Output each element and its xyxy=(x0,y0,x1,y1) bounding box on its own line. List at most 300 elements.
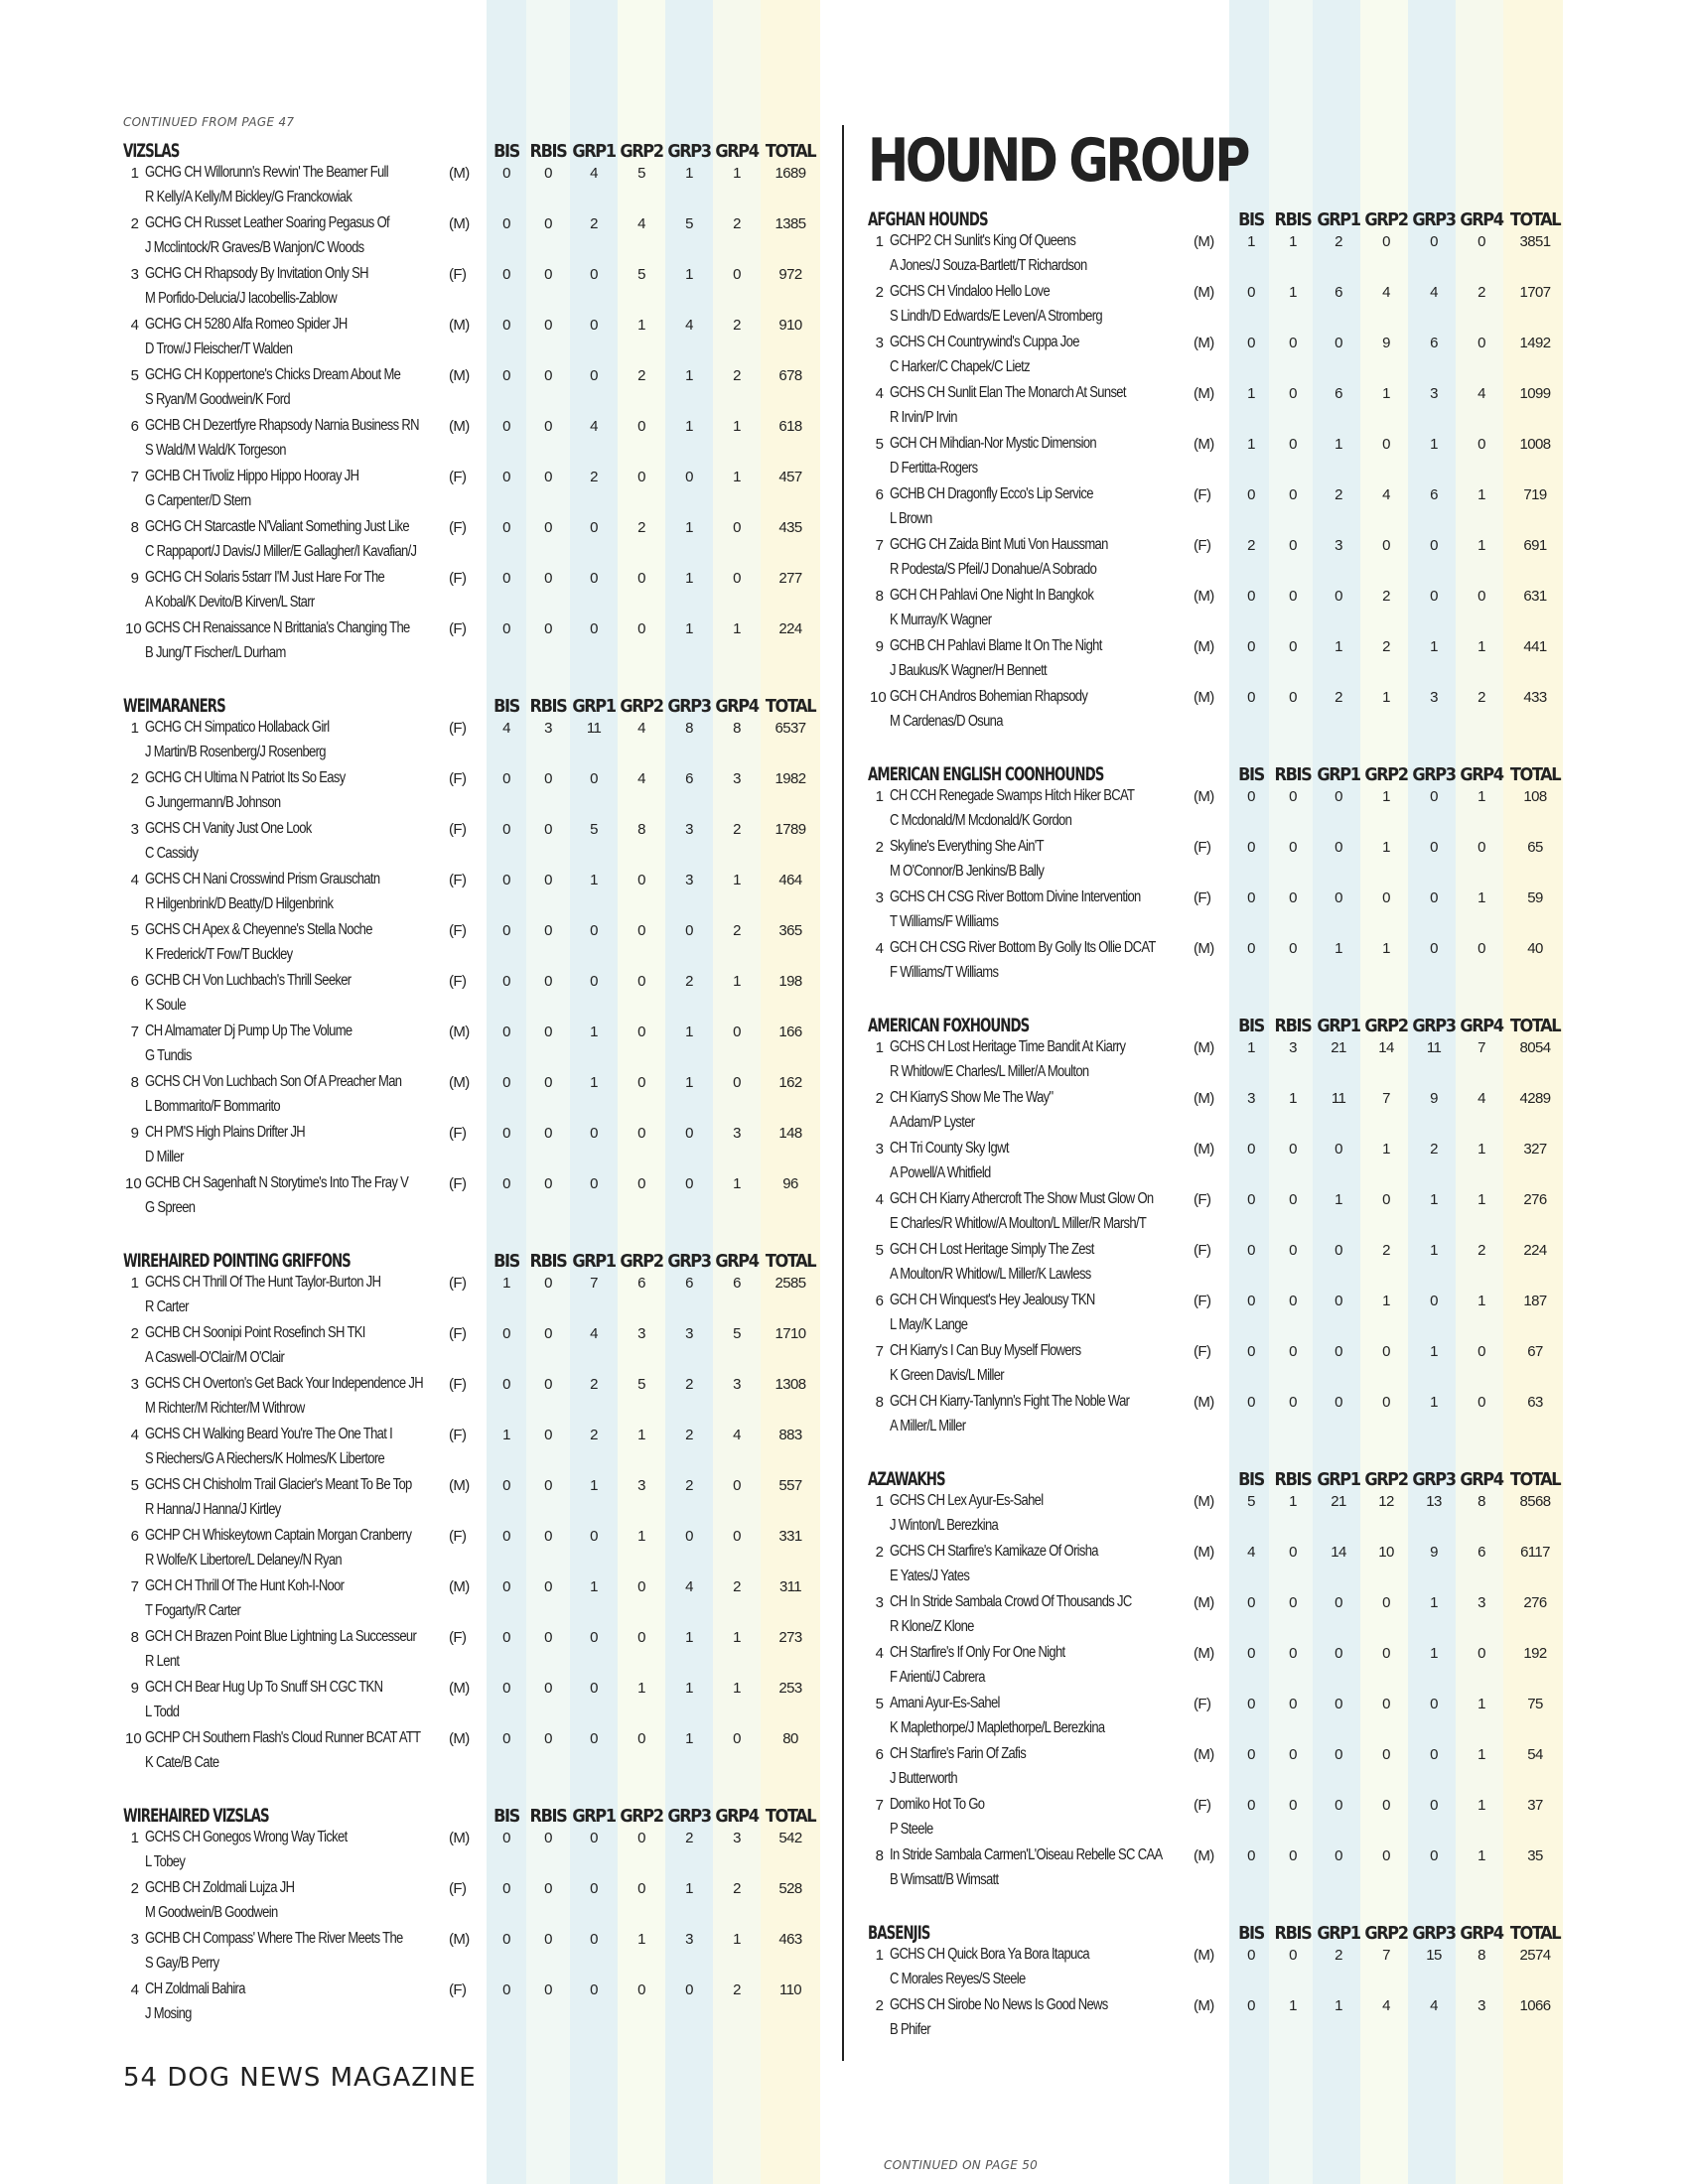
owner-names: J Mosing xyxy=(145,2005,192,2022)
rank-number: 9 xyxy=(875,638,884,655)
rank-number: 10 xyxy=(870,689,887,706)
ranking-row xyxy=(868,1591,1573,1642)
stat-total: 1689 xyxy=(774,165,806,182)
sex-label: (M) xyxy=(1194,436,1214,453)
rank-number: 4 xyxy=(875,1191,884,1208)
stat-grp1: 0 xyxy=(590,1981,598,1998)
stat-grp1: 0 xyxy=(1335,1797,1342,1814)
stat-grp4: 1 xyxy=(733,469,741,485)
stat-rbis: 0 xyxy=(1289,335,1297,351)
stat-grp4: 0 xyxy=(733,1477,741,1494)
stat-rbis: 0 xyxy=(544,1931,552,1948)
dog-name: GCHS CH Quick Bora Ya Bora Itapuca xyxy=(890,1946,1090,1963)
column-header-grp2: GRP2 xyxy=(1364,1923,1408,1944)
sex-label: (M) xyxy=(449,1024,470,1040)
stat-total: 910 xyxy=(778,317,802,334)
stat-total: 2574 xyxy=(1519,1947,1551,1964)
stat-bis: 3 xyxy=(1247,1090,1255,1107)
ranking-row xyxy=(123,1979,818,2029)
stat-total: 96 xyxy=(782,1175,798,1192)
sex-label: (M) xyxy=(1194,1394,1214,1411)
stat-grp2: 2 xyxy=(1382,1242,1390,1259)
sex-label: (M) xyxy=(1194,638,1214,655)
dog-name: GCHS CH Gonegos Wrong Way Ticket xyxy=(145,1829,348,1845)
stat-bis: 0 xyxy=(502,1175,510,1192)
breed-name: AZAWAKHS xyxy=(868,1468,945,1490)
sex-label: (F) xyxy=(449,266,467,283)
stat-grp3: 1 xyxy=(1430,1242,1438,1259)
column-header-grp1: GRP1 xyxy=(572,696,616,717)
stat-total: 1308 xyxy=(774,1376,806,1393)
stat-bis: 0 xyxy=(1247,1293,1255,1309)
ranking-row xyxy=(123,767,818,818)
stat-bis: 0 xyxy=(502,1477,510,1494)
column-header-total: TOTAL xyxy=(1509,1016,1561,1036)
stat-grp4: 1 xyxy=(1477,1696,1485,1712)
column-header-rbis: RBIS xyxy=(1274,209,1312,230)
dog-name: GCHG CH Rhapsody By Invitation Only SH xyxy=(145,265,368,282)
stat-grp2: 1 xyxy=(637,1528,645,1545)
rank-number: 5 xyxy=(875,436,884,453)
column-header-grp4: GRP4 xyxy=(715,696,759,717)
stat-grp4: 8 xyxy=(1477,1947,1485,1964)
ranking-row xyxy=(868,1693,1573,1743)
stat-grp4: 2 xyxy=(733,215,741,232)
stat-bis: 0 xyxy=(502,1376,510,1393)
stat-bis: 0 xyxy=(502,215,510,232)
stat-grp2: 1 xyxy=(1382,1141,1390,1158)
rank-number: 2 xyxy=(875,839,884,856)
column-header-total: TOTAL xyxy=(765,696,816,717)
stat-grp2: 14 xyxy=(1378,1039,1394,1056)
stat-grp1: 0 xyxy=(1335,1394,1342,1411)
sex-label: (F) xyxy=(449,821,467,838)
dog-name: GCHS CH Lost Heritage Time Bandit At Kiarry xyxy=(890,1038,1126,1055)
sex-label: (F) xyxy=(449,1528,467,1545)
column-header-bis: BIS xyxy=(1238,764,1264,785)
stat-grp1: 0 xyxy=(590,367,598,384)
sex-label: (M) xyxy=(449,317,470,334)
stat-grp3: 2 xyxy=(685,1427,693,1443)
rank-number: 6 xyxy=(130,1528,139,1545)
owner-names: R Wolfe/K Libertore/L Delaney/N Ryan xyxy=(145,1552,342,1569)
column-divider xyxy=(842,125,844,2061)
stat-rbis: 0 xyxy=(544,215,552,232)
sex-label: (F) xyxy=(449,1325,467,1342)
sex-label: (M) xyxy=(1194,788,1214,805)
rank-number: 7 xyxy=(130,1578,139,1595)
owner-names: F Arienti/J Cabrera xyxy=(890,1669,985,1686)
owner-names: K Frederick/T Fow/T Buckley xyxy=(145,946,293,963)
breed-section xyxy=(868,205,1573,737)
ranking-row xyxy=(868,836,1573,887)
dog-name: GCH CH Mihdian-Nor Mystic Dimension xyxy=(890,435,1097,452)
ranking-row xyxy=(123,1525,818,1575)
column-header-grp2: GRP2 xyxy=(1364,1016,1408,1036)
sex-label: (M) xyxy=(1194,233,1214,250)
dog-name: CH In Stride Sambala Crowd Of Thousands JC xyxy=(890,1593,1132,1610)
stat-grp4: 1 xyxy=(1477,889,1485,906)
stat-grp2: 0 xyxy=(1382,1847,1390,1864)
sex-label: (M) xyxy=(449,367,470,384)
stat-grp2: 0 xyxy=(1382,1645,1390,1662)
stat-total: 108 xyxy=(1523,788,1547,805)
stat-bis: 1 xyxy=(1247,233,1255,250)
column-header-grp3: GRP3 xyxy=(667,696,711,717)
stat-grp3: 5 xyxy=(685,215,693,232)
stat-grp3: 1 xyxy=(1430,1343,1438,1360)
owner-names: C Harker/C Chapek/C Lietz xyxy=(890,358,1030,375)
ranking-row xyxy=(868,1036,1573,1087)
dog-name: GCH CH Winquest's Hey Jealousy TKN xyxy=(890,1292,1095,1308)
stat-bis: 0 xyxy=(1247,1696,1255,1712)
ranking-row xyxy=(868,1994,1573,2045)
stat-grp3: 6 xyxy=(1430,486,1438,503)
stat-grp4: 1 xyxy=(733,165,741,182)
owner-names: C Morales Reyes/S Steele xyxy=(890,1971,1026,1987)
ranking-row xyxy=(868,1188,1573,1239)
dog-name: GCHB CH Tivoliz Hippo Hippo Hooray JH xyxy=(145,468,359,484)
owner-names: K Cate/B Cate xyxy=(145,1754,219,1771)
stat-bis: 0 xyxy=(502,1125,510,1142)
column-header-grp3: GRP3 xyxy=(1412,764,1456,785)
dog-name: CH Almamater Dj Pump Up The Volume xyxy=(145,1023,352,1039)
sex-label: (M) xyxy=(449,418,470,435)
stat-rbis: 0 xyxy=(544,1275,552,1292)
stat-grp1: 5 xyxy=(590,821,598,838)
stat-grp2: 0 xyxy=(637,1578,645,1595)
right-column xyxy=(868,126,1573,2045)
stat-bis: 0 xyxy=(1247,1394,1255,1411)
stat-grp3: 0 xyxy=(1430,839,1438,856)
stat-bis: 0 xyxy=(1247,1594,1255,1611)
stat-grp3: 1 xyxy=(685,1629,693,1646)
owner-names: G Tundis xyxy=(145,1047,192,1064)
column-header-grp2: GRP2 xyxy=(1364,209,1408,230)
ranking-row xyxy=(868,230,1573,281)
sex-label: (F) xyxy=(1194,1293,1211,1309)
stat-total: 331 xyxy=(778,1528,802,1545)
stat-rbis: 0 xyxy=(1289,1797,1297,1814)
rank-number: 2 xyxy=(875,284,884,301)
rank-number: 6 xyxy=(875,1746,884,1763)
stat-grp4: 2 xyxy=(733,317,741,334)
owner-names: S Gay/B Perry xyxy=(145,1955,219,1972)
dog-name: GCHG CH Willorunn's Revvin' The Beamer Full xyxy=(145,164,388,181)
ranking-row xyxy=(868,1340,1573,1391)
stat-rbis: 0 xyxy=(1289,1746,1297,1763)
stat-grp1: 1 xyxy=(590,1074,598,1091)
stat-grp3: 0 xyxy=(1430,940,1438,957)
stat-grp1: 0 xyxy=(1335,1242,1342,1259)
sex-label: (M) xyxy=(1194,1594,1214,1611)
column-header-bis: BIS xyxy=(1238,1016,1264,1036)
ranking-row xyxy=(123,1626,818,1677)
dog-name: Amani Ayur-Es-Sahel xyxy=(890,1695,1000,1711)
rank-number: 6 xyxy=(130,418,139,435)
stat-total: 883 xyxy=(778,1427,802,1443)
stat-bis: 1 xyxy=(502,1275,510,1292)
sex-label: (F) xyxy=(449,1981,467,1998)
stat-grp1: 0 xyxy=(1335,788,1342,805)
stat-grp2: 0 xyxy=(1382,1746,1390,1763)
owner-names: T Williams/F Williams xyxy=(890,913,999,930)
stat-grp3: 3 xyxy=(1430,689,1438,706)
stat-rbis: 0 xyxy=(1289,1191,1297,1208)
rank-number: 3 xyxy=(875,335,884,351)
sex-label: (M) xyxy=(449,1680,470,1697)
owner-names: M Cardenas/D Osuna xyxy=(890,713,1003,730)
stat-grp1: 2 xyxy=(1335,486,1342,503)
stat-grp3: 0 xyxy=(1430,233,1438,250)
rank-number: 4 xyxy=(130,317,139,334)
stat-grp4: 1 xyxy=(733,418,741,435)
owner-names: T Fogarty/R Carter xyxy=(145,1602,241,1619)
stat-grp2: 2 xyxy=(1382,638,1390,655)
ranking-row xyxy=(123,1424,818,1474)
stat-total: 435 xyxy=(778,519,802,536)
stat-total: 224 xyxy=(778,620,802,637)
stat-grp3: 0 xyxy=(1430,537,1438,554)
sex-label: (F) xyxy=(1194,1343,1211,1360)
section-header xyxy=(868,205,1573,230)
stat-total: 273 xyxy=(778,1629,802,1646)
stat-grp1: 0 xyxy=(590,770,598,787)
section-header xyxy=(868,1918,1573,1944)
stat-rbis: 0 xyxy=(544,973,552,990)
stat-grp2: 0 xyxy=(637,1981,645,1998)
ranking-row xyxy=(868,635,1573,686)
column-header-grp1: GRP1 xyxy=(572,141,616,162)
stat-grp3: 1 xyxy=(1430,1645,1438,1662)
stat-grp2: 0 xyxy=(637,922,645,939)
stat-grp3: 1 xyxy=(1430,1191,1438,1208)
ranking-row xyxy=(123,869,818,919)
stat-grp2: 0 xyxy=(1382,233,1390,250)
breed-section xyxy=(123,1246,818,1778)
stat-bis: 0 xyxy=(502,620,510,637)
owner-names: B Wimsatt/B Wimsatt xyxy=(890,1871,999,1888)
owner-names: A Kobal/K Devito/B Kirven/L Starr xyxy=(145,594,315,611)
owner-names: R Podesta/S Pfeil/J Donahue/A Sobrado xyxy=(890,561,1097,578)
owner-names: M Richter/M Richter/M Withrow xyxy=(145,1400,305,1417)
dog-name: GCHG CH Simpatico Hollaback Girl xyxy=(145,719,330,736)
column-header-bis: BIS xyxy=(493,696,519,717)
owner-names: B Jung/T Fischer/L Durham xyxy=(145,644,286,661)
breed-name: AMERICAN ENGLISH COONHOUNDS xyxy=(868,763,1104,785)
dog-name: CH PM'S High Plains Drifter JH xyxy=(145,1124,306,1141)
stat-grp2: 1 xyxy=(1382,385,1390,402)
column-header-grp2: GRP2 xyxy=(1364,1469,1408,1490)
ranking-row xyxy=(868,1087,1573,1138)
sex-label: (M) xyxy=(1194,1947,1214,1964)
ranking-row xyxy=(868,1642,1573,1693)
stat-total: 192 xyxy=(1523,1645,1547,1662)
stat-bis: 0 xyxy=(502,165,510,182)
stat-total: 631 xyxy=(1523,588,1547,605)
column-header-grp2: GRP2 xyxy=(620,696,663,717)
ranking-row xyxy=(123,162,818,212)
ranking-row xyxy=(123,1575,818,1626)
stat-grp3: 0 xyxy=(685,1125,693,1142)
dog-name: CH Kiarry's I Can Buy Myself Flowers xyxy=(890,1342,1081,1359)
column-header-grp4: GRP4 xyxy=(1460,209,1503,230)
stat-total: 3851 xyxy=(1519,233,1551,250)
stat-grp1: 0 xyxy=(1335,1696,1342,1712)
stat-grp3: 1 xyxy=(685,519,693,536)
owner-names: S Riechers/G A Riechers/K Holmes/K Libertore xyxy=(145,1450,385,1467)
column-header-grp3: GRP3 xyxy=(1412,1923,1456,1944)
rank-number: 2 xyxy=(875,1997,884,2014)
owner-names: A Caswell-O'Clair/M O'Clair xyxy=(145,1349,285,1366)
dog-name: GCHS CH Walking Beard You're The One That I xyxy=(145,1426,393,1442)
dog-name: CH Starfire's If Only For One Night xyxy=(890,1644,1065,1661)
stat-grp3: 1 xyxy=(1430,1394,1438,1411)
stat-grp4: 1 xyxy=(1477,1141,1485,1158)
owner-names: L May/K Lange xyxy=(890,1316,968,1333)
stat-rbis: 0 xyxy=(544,367,552,384)
stat-grp3: 2 xyxy=(685,973,693,990)
stat-grp3: 0 xyxy=(1430,1293,1438,1309)
stat-grp1: 4 xyxy=(590,165,598,182)
stat-grp2: 0 xyxy=(1382,1394,1390,1411)
stat-total: 464 xyxy=(778,872,802,888)
dog-name: GCHS CH Sunlit Elan The Monarch At Sunset xyxy=(890,384,1126,401)
stat-bis: 0 xyxy=(502,469,510,485)
stat-total: 276 xyxy=(1523,1594,1547,1611)
stat-grp3: 0 xyxy=(685,1528,693,1545)
dog-name: GCHS CH Sirobe No News Is Good News xyxy=(890,1996,1108,2013)
stat-rbis: 0 xyxy=(544,770,552,787)
owner-names: R Hanna/J Hanna/J Kirtley xyxy=(145,1501,281,1518)
rank-number: 3 xyxy=(130,1931,139,1948)
ranking-row xyxy=(123,970,818,1021)
sex-label: (M) xyxy=(1194,689,1214,706)
continued-on-note: CONTINUED ON PAGE 50 xyxy=(884,2158,1039,2172)
ranking-row xyxy=(868,1541,1573,1591)
stat-grp2: 2 xyxy=(637,519,645,536)
stat-grp4: 3 xyxy=(733,1125,741,1142)
stat-grp2: 0 xyxy=(1382,1343,1390,1360)
stat-grp4: 3 xyxy=(733,770,741,787)
rank-number: 6 xyxy=(130,973,139,990)
stat-grp2: 0 xyxy=(637,1629,645,1646)
stat-bis: 0 xyxy=(1247,1242,1255,1259)
stat-total: 1008 xyxy=(1519,436,1551,453)
breed-section xyxy=(123,691,818,1223)
stat-grp1: 1 xyxy=(590,1578,598,1595)
group-title: HOUND GROUP xyxy=(868,126,1248,196)
sex-label: (F) xyxy=(449,620,467,637)
stat-total: 719 xyxy=(1523,486,1547,503)
stat-bis: 0 xyxy=(1247,1847,1255,1864)
left-column xyxy=(123,136,818,2029)
stat-rbis: 0 xyxy=(544,1024,552,1040)
stat-grp4: 1 xyxy=(1477,638,1485,655)
column-header-rbis: RBIS xyxy=(1274,1016,1312,1036)
ranking-row xyxy=(868,534,1573,585)
stat-rbis: 0 xyxy=(544,165,552,182)
rank-number: 5 xyxy=(875,1696,884,1712)
stat-bis: 0 xyxy=(1247,839,1255,856)
owner-names: S Ryan/M Goodwein/K Ford xyxy=(145,391,290,408)
ranking-row xyxy=(868,585,1573,635)
stat-total: 1492 xyxy=(1519,335,1551,351)
breed-section xyxy=(868,1464,1573,1895)
ranking-row xyxy=(868,937,1573,988)
owner-names: R Kelly/A Kelly/M Bickley/G Franckowiak xyxy=(145,189,352,205)
rank-number: 3 xyxy=(875,1141,884,1158)
owner-names: D Miller xyxy=(145,1149,184,1165)
column-header-grp4: GRP4 xyxy=(1460,1016,1503,1036)
dog-name: GCHG CH Koppertone's Chicks Dream About Me xyxy=(145,366,401,383)
owner-names: K Soule xyxy=(145,997,186,1014)
stat-bis: 0 xyxy=(502,1830,510,1846)
rank-number: 10 xyxy=(125,1730,142,1747)
dog-name: GCHG CH Solaris 5starr I'M Just Hare For The xyxy=(145,569,385,586)
stat-rbis: 0 xyxy=(1289,638,1297,655)
stat-grp2: 1 xyxy=(1382,839,1390,856)
ranking-row xyxy=(868,1239,1573,1290)
ranking-row xyxy=(123,1021,818,1071)
stat-grp1: 2 xyxy=(590,215,598,232)
dog-name: CH CCH Renegade Swamps Hitch Hiker BCAT xyxy=(890,787,1135,804)
rank-number: 8 xyxy=(130,519,139,536)
ranking-row xyxy=(868,1490,1573,1541)
owner-names: P Steele xyxy=(890,1821,933,1838)
stat-rbis: 0 xyxy=(1289,1343,1297,1360)
stat-grp4: 4 xyxy=(733,1427,741,1443)
rank-number: 3 xyxy=(875,1594,884,1611)
rank-number: 7 xyxy=(875,1343,884,1360)
stat-grp2: 0 xyxy=(1382,1594,1390,1611)
rank-number: 10 xyxy=(125,620,142,637)
stat-grp2: 4 xyxy=(637,770,645,787)
sex-label: (M) xyxy=(1194,1997,1214,2014)
stat-grp3: 4 xyxy=(685,317,693,334)
stat-bis: 0 xyxy=(502,821,510,838)
stat-grp1: 1 xyxy=(590,1024,598,1040)
owner-names: M Goodwein/B Goodwein xyxy=(145,1904,278,1921)
column-header-grp4: GRP4 xyxy=(1460,1923,1503,1944)
stat-rbis: 0 xyxy=(1289,1242,1297,1259)
sex-label: (M) xyxy=(449,1931,470,1948)
stat-total: 37 xyxy=(1527,1797,1543,1814)
stat-total: 2585 xyxy=(774,1275,806,1292)
stat-grp3: 1 xyxy=(1430,436,1438,453)
stat-grp1: 7 xyxy=(590,1275,598,1292)
owner-names: G Spreen xyxy=(145,1199,196,1216)
owner-names: L Todd xyxy=(145,1704,180,1720)
stat-grp2: 0 xyxy=(637,1730,645,1747)
ranking-row xyxy=(123,263,818,314)
stat-bis: 0 xyxy=(502,922,510,939)
stat-grp2: 5 xyxy=(637,266,645,283)
stat-grp3: 0 xyxy=(1430,1847,1438,1864)
stat-grp1: 6 xyxy=(1335,385,1342,402)
ranking-row xyxy=(868,433,1573,483)
breed-name: WIREHAIRED POINTING GRIFFONS xyxy=(123,1250,351,1272)
sex-label: (M) xyxy=(1194,1847,1214,1864)
column-header-rbis: RBIS xyxy=(1274,1923,1312,1944)
stat-grp2: 7 xyxy=(1382,1090,1390,1107)
sex-label: (F) xyxy=(449,570,467,587)
breed-name: AMERICAN FOXHOUNDS xyxy=(868,1015,1030,1036)
stat-rbis: 1 xyxy=(1289,233,1297,250)
dog-name: GCHP CH Southern Flash's Cloud Runner BCAT ATT xyxy=(145,1729,421,1746)
stat-grp2: 4 xyxy=(637,720,645,737)
stat-grp3: 15 xyxy=(1426,1947,1442,1964)
